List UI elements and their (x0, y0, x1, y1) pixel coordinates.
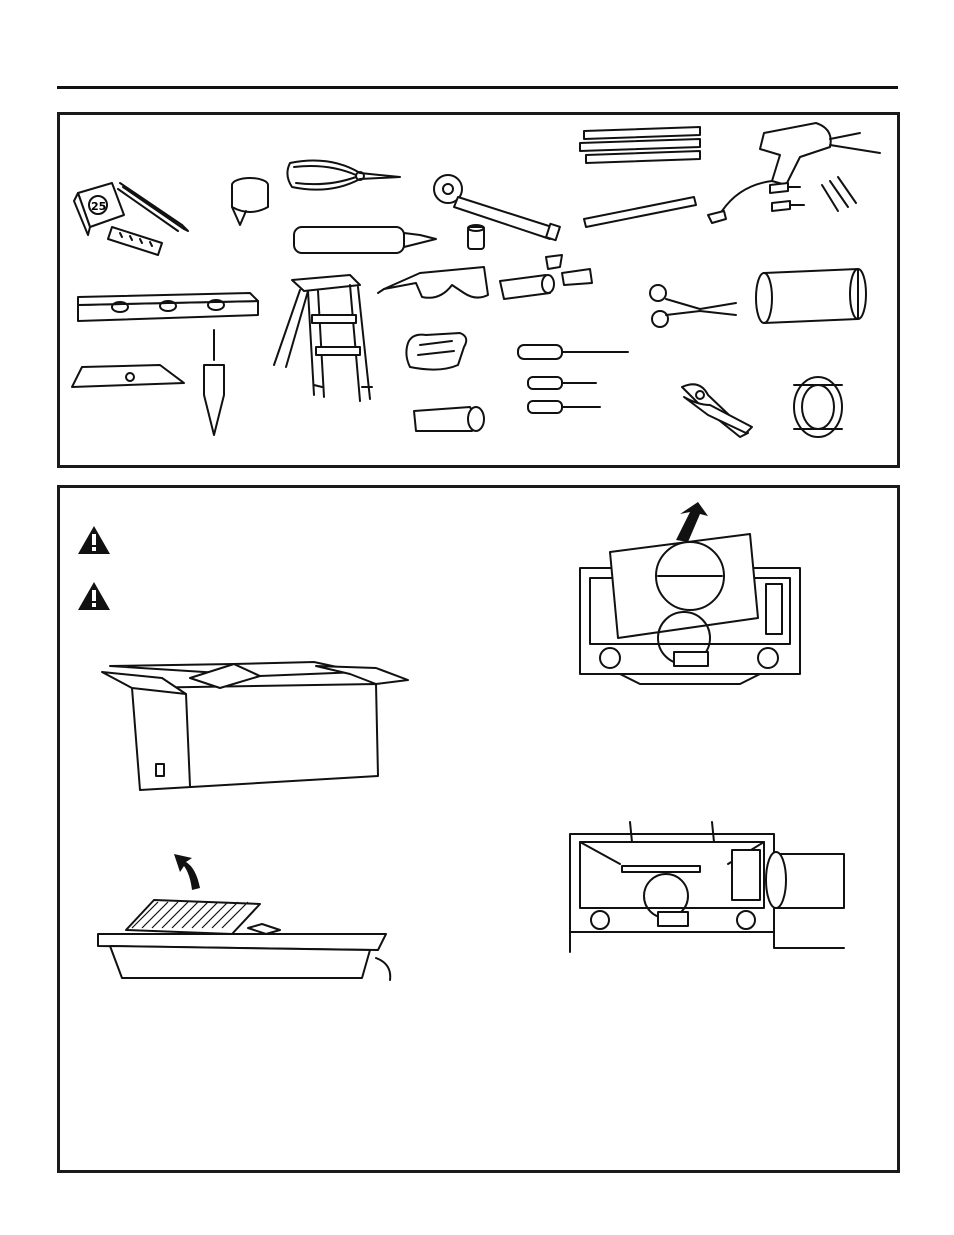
tape-measure-icon (74, 183, 162, 255)
caulk-tube-icon (294, 227, 436, 253)
tools-illustration (60, 115, 897, 465)
wire-nuts-icon (500, 255, 592, 299)
flashlight-icon (414, 407, 484, 431)
shipping-carton-illustration (102, 662, 408, 790)
duct-clamp-icon (794, 377, 842, 437)
installation-steps-panel (57, 485, 900, 1173)
svg-text:25: 25 (91, 200, 107, 213)
duct-section-icon (756, 269, 866, 323)
power-drill-icon (708, 123, 880, 223)
header-rule (57, 86, 898, 89)
screwdrivers-icon (518, 345, 628, 413)
utility-knife-icon (72, 365, 184, 387)
work-gloves-icon (406, 333, 466, 370)
needle-nose-pliers-icon (287, 161, 400, 190)
plumb-bob-icon (204, 330, 224, 435)
safety-glasses-icon (378, 267, 488, 298)
pencils-icon (118, 183, 188, 231)
duct-tape-icon (232, 178, 268, 225)
install-duct-illustration (570, 822, 844, 952)
remove-filter-illustration (98, 854, 390, 980)
socket-icon (468, 225, 484, 249)
tools-panel (57, 112, 900, 468)
tin-snips-icon (650, 285, 736, 327)
wood-shims-icon (580, 127, 700, 163)
steps-illustration (60, 488, 897, 1170)
warning-icon (78, 582, 110, 610)
step-ladder-icon (274, 275, 372, 401)
remove-damper-illustration (580, 502, 800, 684)
dowel-rod-icon (584, 197, 696, 227)
wire-strippers-icon (682, 384, 752, 437)
ratchet-wrench-icon (434, 175, 560, 240)
warning-icon (78, 526, 110, 554)
level-icon (78, 293, 258, 321)
